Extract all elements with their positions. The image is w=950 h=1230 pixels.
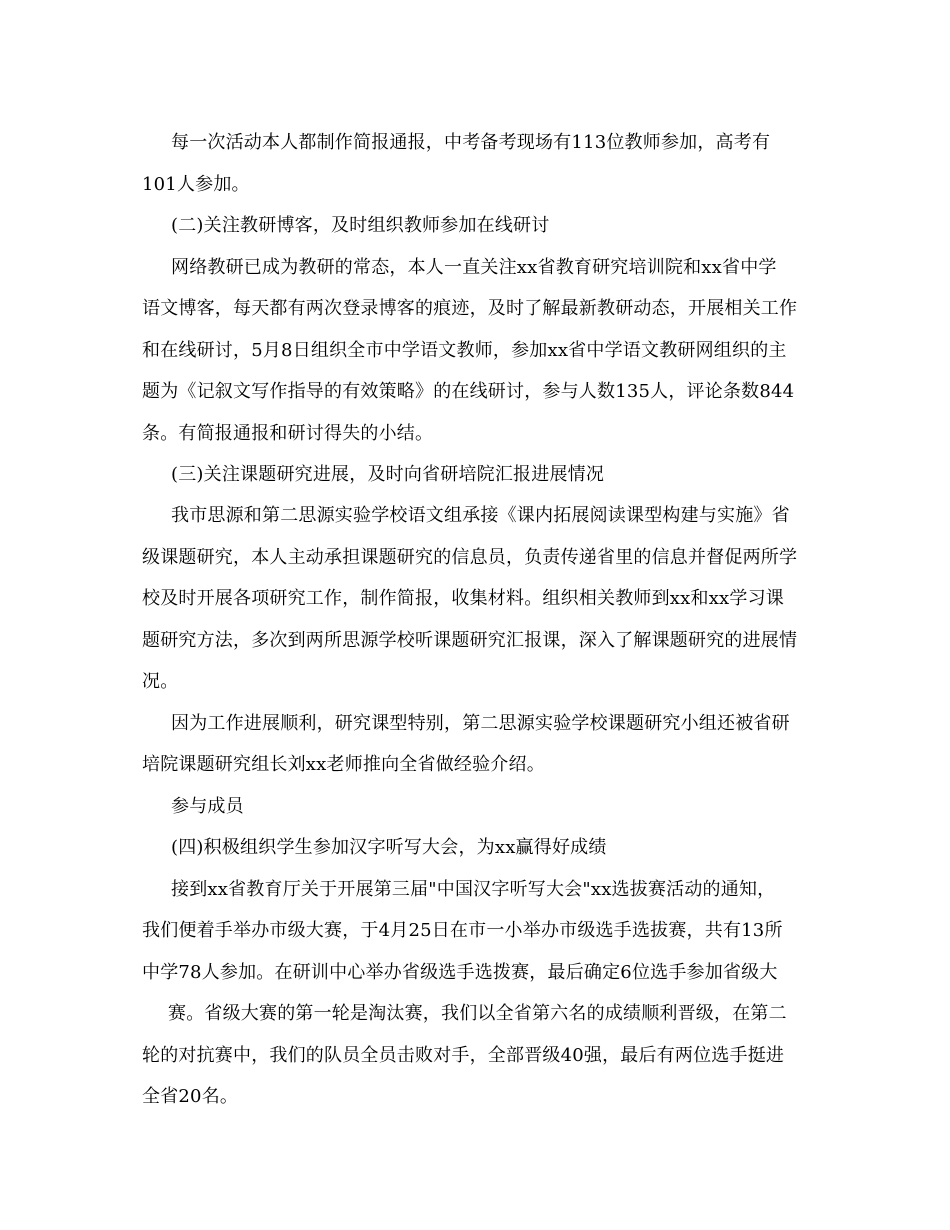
text-line: 101人参加。 <box>142 174 250 195</box>
text-line: 中学78人参加。在研训中心举办省级选手选拨赛，最后确定6位选手参加省级大 <box>142 962 778 983</box>
text-line: 条。有简报通报和研讨得失的小结。 <box>142 423 434 444</box>
section-heading: (二)关注教研博客，及时组织教师参加在线研讨 <box>171 215 550 236</box>
text-line: 轮的对抗赛中，我们的队员全员击败对手，全部晋级40强，最后有两位选手挺进 <box>142 1045 785 1066</box>
text-line: 级课题研究，本人主动承担课题研究的信息员，负责传递省里的信息并督促两所学 <box>142 547 798 568</box>
text-line: 语文博客，每天都有两次登录博客的痕迹，及时了解最新教研动态，开展相关工作 <box>142 298 798 319</box>
text-line: 和在线研讨，5月8日组织全市中学语文教师，参加xx省中学语文教研网组织的主 <box>142 340 787 361</box>
text-line: 我们便着手举办市级大赛，于4月25日在市一小举办市级选手选拔赛，共有13所 <box>142 920 783 941</box>
section-heading: (三)关注课题研究进展，及时向省研培院汇报进展情况 <box>171 464 605 485</box>
text-line: 校及时开展各项研究工作，制作简报，收集材料。组织相关教师到xx和xx学习课 <box>142 588 785 609</box>
text-line: 接到xx省教育厅关于开展第三届"中国汉字听写大会"xx选拔赛活动的通知， <box>171 879 776 900</box>
text-line: 参与成员 <box>171 796 244 817</box>
text-line: 培院课题研究组长刘xx老师推向全省做经验介绍。 <box>142 754 545 775</box>
text-line: 题研究方法，多次到两所思源学校听课题研究汇报课，深入了解课题研究的进展情 <box>142 630 798 651</box>
text-line: 每一次活动本人都制作简报通报，中考备考现场有113位教师参加，高考有 <box>171 132 771 153</box>
text-line: 全省20名。 <box>142 1086 239 1107</box>
text-line: 网络教研已成为教研的常态，本人一直关注xx省教育研究培训院和xx省中学 <box>171 257 777 278</box>
text-line: 因为工作进展顺利，研究课型特别，第二思源实验学校课题研究小组还被省研 <box>171 713 790 734</box>
text-line: 况。 <box>142 671 179 692</box>
text-line: 题为《记叙文写作指导的有效策略》的在线研讨，参与人数135人，评论条数844 <box>142 381 795 402</box>
text-line: 我市思源和第二思源实验学校语文组承接《课内拓展阅读课型构建与实施》省 <box>171 505 790 526</box>
section-heading: (四)积极组织学生参加汉字听写大会，为xx赢得好成绩 <box>171 837 607 858</box>
text-line: 赛。省级大赛的第一轮是淘汰赛，我们以全省第六名的成绩顺利晋级，在第二 <box>168 1003 787 1024</box>
